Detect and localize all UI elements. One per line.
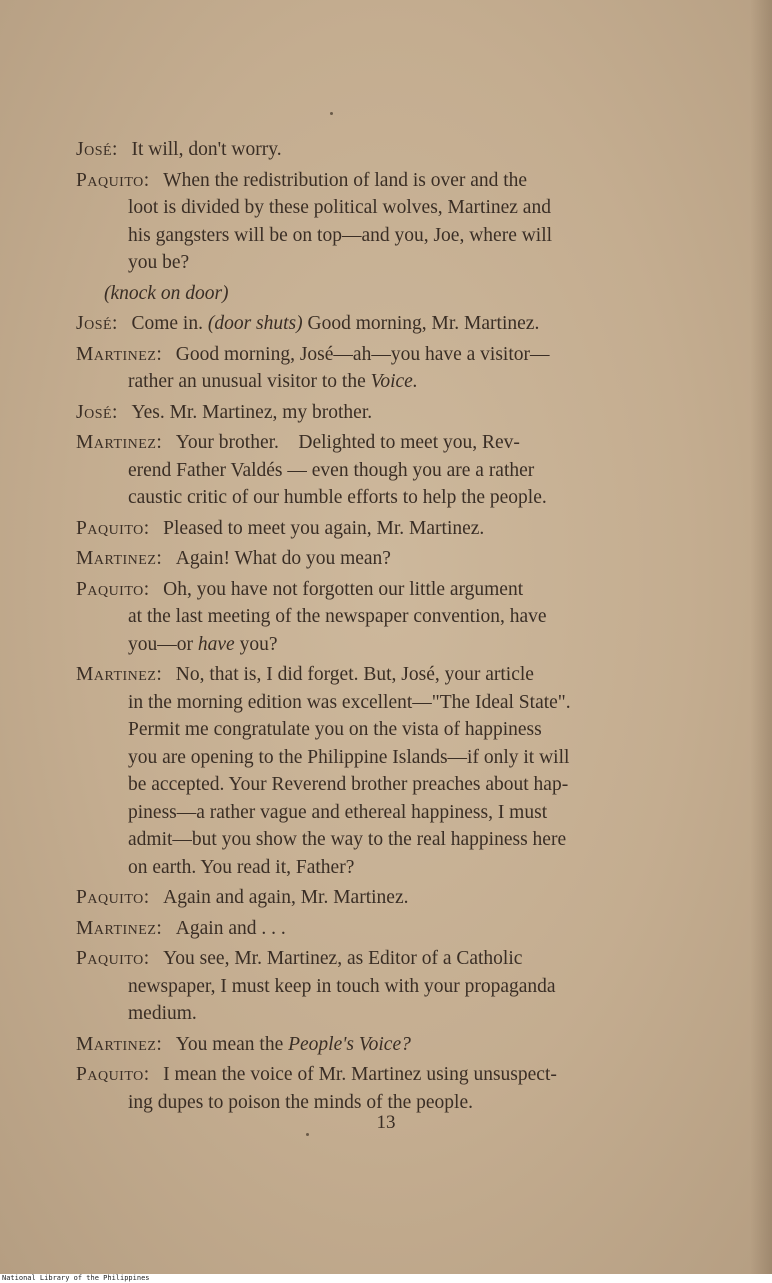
speaker-colon: : [112, 139, 118, 160]
dialogue-text: Your brother. Delighted to meet you, Rev- [175, 432, 520, 453]
dialogue-line [76, 545, 696, 573]
speaker-name: Martinez [76, 664, 157, 685]
dialogue-line [76, 1061, 696, 1116]
page-edge-shadow [750, 0, 772, 1274]
dialogue-line [76, 399, 696, 427]
speaker-name: Paquito [76, 517, 144, 539]
dialogue-text: Pleased to meet you again, Mr. Martinez. [163, 517, 485, 539]
dialogue-text: I mean the voice of Mr. Martinez using unsuspect- [163, 1064, 557, 1085]
speaker-colon: : [112, 313, 118, 334]
dialogue-continuation [76, 631, 696, 659]
dialogue-continuation: you are opening to the Philippine Islands—if only it will [128, 746, 570, 768]
italic-title: People's Voice? [288, 1033, 411, 1055]
speaker-name: Martinez [76, 917, 157, 939]
dialogue-text: You mean the [175, 1033, 289, 1055]
speaker-colon: : [143, 578, 150, 600]
speaker-colon: : [156, 664, 162, 685]
dialogue-text: Good morning, Mr. Martinez. [302, 313, 540, 334]
dialogue-text: No, that is, I did forget. But, José, your article [175, 664, 534, 685]
speck [330, 112, 333, 115]
speaker-colon: : [156, 432, 162, 453]
dialogue-line [76, 915, 696, 943]
dialogue-line [76, 661, 696, 881]
dialogue-continuation: Permit me congratulate you on the vista of happiness [128, 719, 542, 740]
dialogue-line [76, 341, 696, 396]
dialogue-continuation: his gangsters will be on top—and you, Joe, where will [128, 224, 553, 246]
dialogue-continuation [76, 368, 696, 396]
dialogue-text: Again and again, Mr. Martinez. [163, 887, 409, 908]
speaker-name: Martinez [76, 432, 157, 453]
dialogue-continuation: loot is divided by these political wolves, Martinez and [128, 197, 551, 218]
speaker-colon: : [156, 343, 162, 365]
dialogue-text: Oh, you have not forgotten our little argument [163, 578, 524, 600]
dialogue-text: You see, Mr. Martinez, as Editor of a Catholic [163, 948, 523, 969]
speaker-name: Martinez [76, 1033, 157, 1055]
dialogue-line [76, 429, 696, 512]
speaker-name: Paquito [76, 887, 144, 908]
dialogue-continuation: admit—but you show the way to the real happiness here [128, 829, 567, 850]
dialogue-continuation: you be? [128, 252, 190, 273]
dialogue-continuation: caustic critic of our humble efforts to help the people. [128, 487, 547, 508]
dialogue-continuation: in the morning edition was excellent—"The Ideal State". [128, 691, 571, 713]
speaker-name: José [76, 401, 113, 423]
dialogue-text: Again! What do you mean? [175, 548, 391, 569]
speaker-colon: : [156, 917, 162, 939]
inline-stage-direction: (door shuts) [207, 313, 303, 334]
library-credit: National Library of the Philippines [2, 1274, 150, 1282]
speaker-name: José [76, 313, 113, 334]
dialogue-line [76, 310, 696, 338]
speaker-colon: : [143, 887, 150, 908]
dialogue-text: Again and . . . [175, 917, 286, 939]
speaker-name: Martinez [76, 343, 157, 365]
speaker-name: Paquito [76, 1064, 144, 1085]
dialogue-text: When the redistribution of land is over and the [163, 169, 528, 191]
speaker-name: Paquito [76, 948, 144, 969]
speaker-colon: : [156, 548, 162, 569]
dialogue-continuation: erend Father Valdés — even though you are a rather [128, 459, 535, 481]
dialogue-line [76, 1031, 696, 1059]
page-number: 13 [376, 1112, 396, 1133]
stage-direction-text: (knock on door) [104, 282, 229, 304]
speaker-colon: : [156, 1033, 162, 1055]
dialogue-continuation: ing dupes to poison the minds of the people. [128, 1091, 474, 1113]
dialogue-text: Come in. [131, 313, 208, 334]
dialogue-text: Yes. Mr. Martinez, my brother. [131, 401, 373, 423]
dialogue-line [76, 576, 696, 659]
speaker-colon: : [143, 1064, 150, 1085]
dialogue-text: It will, don't worry. [131, 139, 282, 160]
dialogue-continuation: piness—a rather vague and ethereal happiness, I must [128, 801, 548, 823]
dialogue-text: rather an unusual visitor to the [128, 371, 371, 392]
play-dialogue [76, 136, 696, 1119]
italic-title: Voice. [370, 371, 418, 392]
speaker-name: Paquito [76, 578, 144, 600]
speaker-name: Martinez [76, 548, 157, 569]
speaker-colon: : [143, 517, 150, 539]
speaker-colon: : [112, 401, 118, 423]
speaker-colon: : [143, 948, 150, 969]
dialogue-line [76, 945, 696, 1028]
dialogue-continuation: be accepted. Your Reverend brother preaches about hap- [128, 774, 569, 795]
stage-direction [76, 280, 696, 308]
dialogue-continuation: at the last meeting of the newspaper convention, have [128, 606, 547, 627]
dialogue-continuation: medium. [128, 1003, 197, 1024]
dialogue-continuation: on earth. You read it, Father? [128, 856, 355, 878]
speaker-name: José [76, 139, 113, 160]
dialogue-continuation: newspaper, I must keep in touch with your propaganda [128, 975, 556, 997]
dialogue-line [76, 884, 696, 912]
dialogue-line [76, 167, 696, 277]
dialogue-text: you? [234, 633, 278, 655]
speaker-colon: : [143, 169, 150, 191]
speaker-name: Paquito [76, 169, 144, 191]
dialogue-text: Good morning, José—ah—you have a visitor— [175, 343, 550, 365]
italic-emphasis: have [197, 633, 235, 655]
dialogue-text: you—or [128, 633, 198, 655]
dialogue-line [76, 136, 696, 164]
dialogue-line [76, 515, 696, 543]
